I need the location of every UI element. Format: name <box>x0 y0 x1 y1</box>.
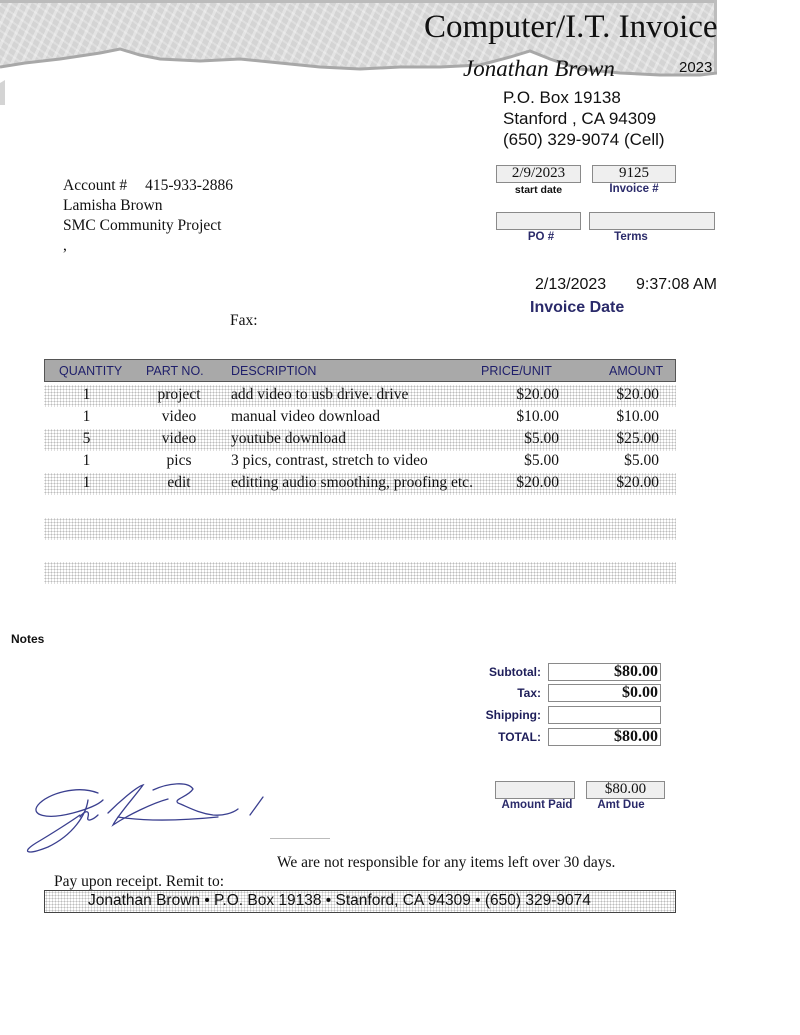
remit-to-box: Jonathan Brown • P.O. Box 19138 • Stanford, CA 94309 • (650) 329-9074 <box>44 890 676 913</box>
customer-organization: SMC Community Project <box>63 217 222 234</box>
row-part-no: video <box>161 408 197 425</box>
sender-address <box>503 87 665 150</box>
row-part-no: pics <box>166 452 192 469</box>
table-row <box>44 473 676 495</box>
row-description: youtube download <box>231 430 346 447</box>
invoice-date-value: 2/13/2023 <box>535 276 607 293</box>
amount-paid-label: Amount Paid <box>501 799 573 811</box>
row-amount: $10.00 <box>616 408 659 425</box>
start-date-field[interactable]: 2/9/2023 <box>496 165 581 183</box>
start-date-label: start date <box>514 184 563 196</box>
bill-to-block <box>63 176 233 256</box>
account-row <box>63 176 233 196</box>
col-description: DESCRIPTION <box>231 364 317 378</box>
customer-name: Lamisha Brown <box>63 197 163 214</box>
amt-due-field: $80.00 <box>586 781 665 799</box>
row-price: $20.00 <box>516 474 559 491</box>
pay-instructions: Pay upon receipt. Remit to: <box>54 873 225 890</box>
shipping-value[interactable] <box>548 706 661 724</box>
table-row-empty <box>44 562 676 584</box>
tax-label: Tax: <box>517 686 541 700</box>
signature-image <box>18 775 273 860</box>
col-quantity: QUANTITY <box>59 364 123 378</box>
row-quantity: 1 <box>82 408 91 425</box>
fax-label: Fax: <box>230 312 258 329</box>
row-description: manual video download <box>231 408 380 425</box>
row-description: 3 pics, contrast, stretch to video <box>231 452 428 469</box>
account-number: 415-933-2886 <box>145 177 233 194</box>
row-price: $20.00 <box>516 386 559 403</box>
invoice-title: Computer/I.T. Invoice <box>424 9 718 45</box>
address-line2: Stanford , CA 94309 <box>503 109 657 128</box>
amount-paid-field[interactable] <box>495 781 575 799</box>
table-row <box>44 451 676 473</box>
row-quantity: 1 <box>82 452 91 469</box>
invoice-year: 2023 <box>679 59 713 76</box>
customer-city-line: , <box>63 237 67 254</box>
terms-label: Terms <box>614 231 648 243</box>
row-part-no: project <box>157 386 201 403</box>
po-number-field[interactable] <box>496 212 581 230</box>
row-amount: $5.00 <box>624 452 659 469</box>
table-row <box>44 429 676 451</box>
subtotal-label: Subtotal: <box>489 665 541 679</box>
address-line1: P.O. Box 19138 <box>503 88 621 107</box>
invoice-number-field[interactable]: 9125 <box>592 165 676 183</box>
subtotal-value: $80.00 <box>548 663 661 681</box>
banner-top-border <box>0 0 717 3</box>
table-row <box>44 407 676 429</box>
po-number-label: PO # <box>527 231 555 243</box>
total-value: $80.00 <box>548 728 661 746</box>
row-description: editting audio smoothing, proofing etc. <box>231 474 473 491</box>
invoice-date-label: Invoice Date <box>530 299 625 316</box>
row-quantity: 1 <box>82 386 91 403</box>
sender-phone: (650) 329-9074 (Cell) <box>503 130 665 149</box>
invoice-number-label: Invoice # <box>609 183 659 195</box>
table-row-empty <box>44 518 676 540</box>
amt-due-label: Amt Due <box>597 799 645 811</box>
terms-field[interactable] <box>589 212 715 230</box>
col-part-no: PART NO. <box>146 364 204 378</box>
row-quantity: 1 <box>82 474 91 491</box>
col-amount: AMOUNT <box>609 364 664 378</box>
row-amount: $20.00 <box>616 386 659 403</box>
row-price: $10.00 <box>516 408 559 425</box>
row-quantity: 5 <box>82 430 91 447</box>
invoice-time-value: 9:37:08 AM <box>636 276 717 293</box>
account-label: Account # <box>63 177 128 194</box>
col-price-unit: PRICE/UNIT <box>481 364 552 378</box>
owner-name: Jonathan Brown <box>463 56 615 81</box>
row-amount: $20.00 <box>616 474 659 491</box>
row-part-no: video <box>161 430 197 447</box>
line-items-header <box>44 359 676 382</box>
row-price: $5.00 <box>524 452 559 469</box>
shipping-label: Shipping: <box>485 708 541 722</box>
tax-value: $0.00 <box>548 684 661 702</box>
row-amount: $25.00 <box>616 430 659 447</box>
signature-line <box>270 838 330 839</box>
total-label: TOTAL: <box>498 730 541 744</box>
notes-label: Notes <box>11 632 45 646</box>
table-row <box>44 385 676 407</box>
disclaimer-text: We are not responsible for any items left over 30 days. <box>277 854 616 871</box>
row-description: add video to usb drive. drive <box>231 386 409 403</box>
row-part-no: edit <box>167 474 191 491</box>
row-price: $5.00 <box>524 430 559 447</box>
